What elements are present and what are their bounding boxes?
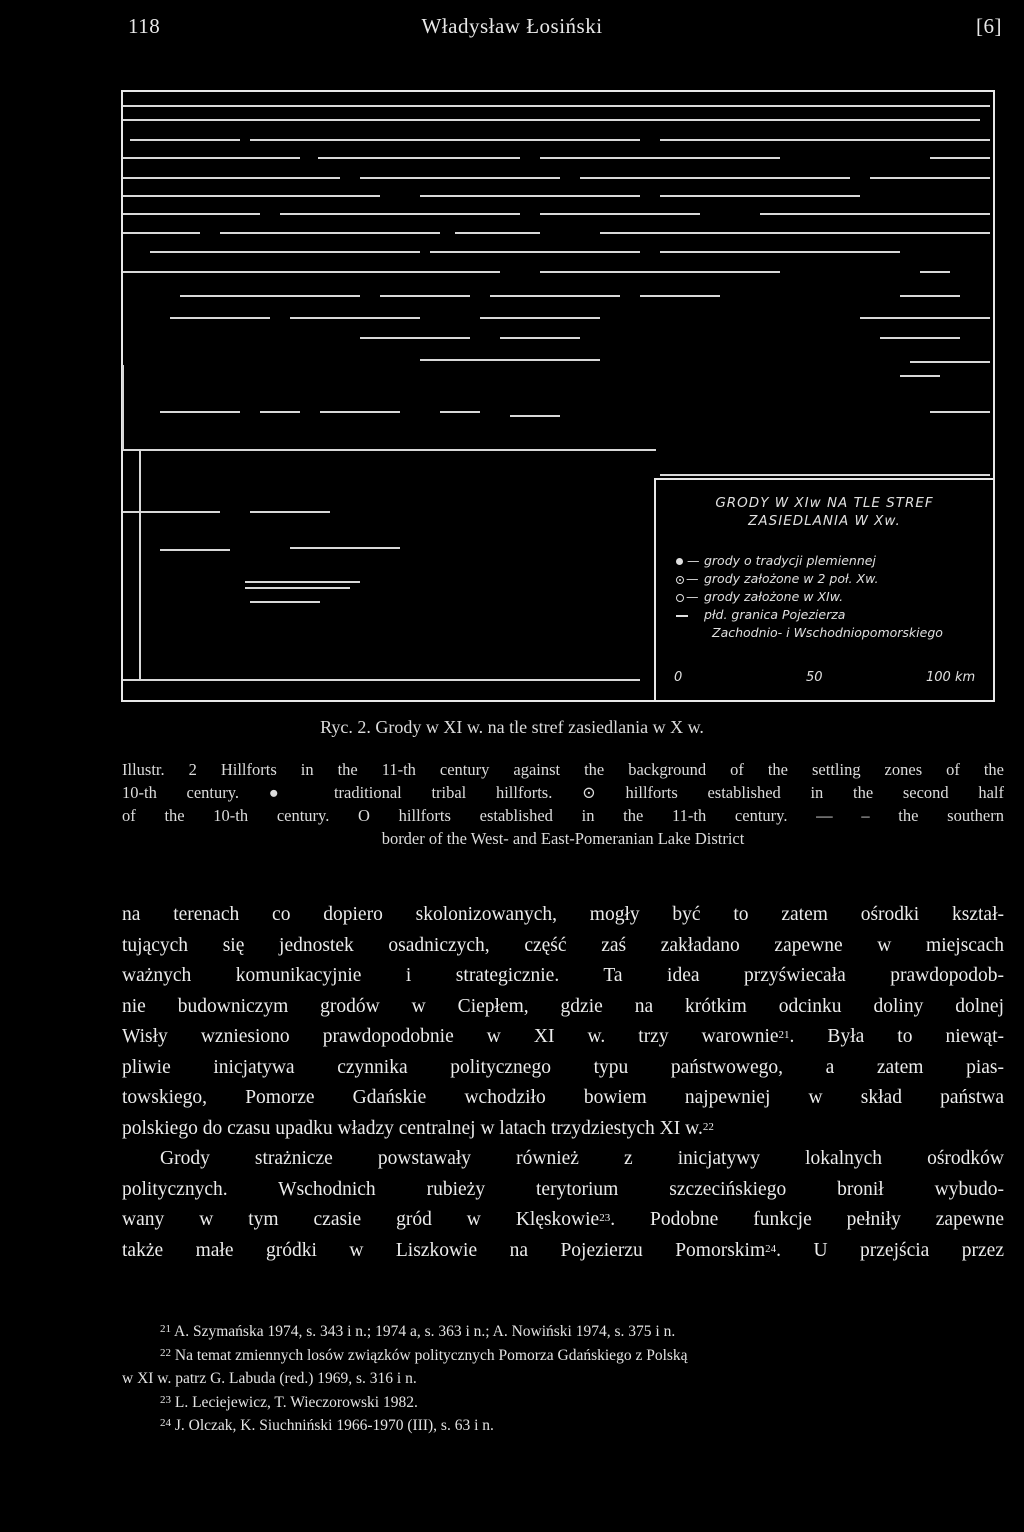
legend-label: płd. granica Pojezierza [703,607,846,622]
caption-line: Illustr. 2 Hillforts in the 11-th century against the background of the settling zones of the [122,760,1004,779]
caption-line: of the 10-th century. O hillforts established in the 11-th century. — – the southern [122,806,1004,825]
footnote-ref-23[interactable]: 23 [599,1212,611,1224]
legend-title-line1: GRODY W XIw NA TLE STREF [715,495,934,511]
legend-item-second-half-10th: — grody założone w 2 poł. Xw. [676,570,993,588]
legend-item-border [676,606,993,624]
body-line: Grody strażnicze powstawały również z inicjatywy lokalnych ośrodków [160,1148,1004,1169]
footnote-22-continuation: w XI w. patrz G. Labuda (red.) 1969, s. 316 i n. [122,1370,417,1387]
caption-line: border of the West- and East-Pomeranian Lake District [381,829,745,848]
dash-line-icon [676,615,688,617]
open-circle-icon [676,594,684,602]
legend-title-line2: ZASIEDLANIA W Xw. [748,513,901,529]
caption-line: 10-th century. ● traditional tribal hillforts. ⊙ hillforts established in the second half [122,783,1004,802]
scale-label-100km: 100 km [926,670,976,685]
body-text [122,900,1004,1266]
body-line: wany w tym czasie gród w Klęskowie$^{23}$. Podobne funkcje pełniły zapewne [122,1209,1004,1230]
footnote-ref-24[interactable]: 24 [765,1242,777,1255]
footnote-23: $^{23}$ L. Leciejewicz, T. Wieczorowski 1982. [160,1393,418,1411]
footnote-22: $^{22}$ Na temat zmiennych losów związków politycznych Pomorza Gdańskiego z Polską [160,1346,688,1364]
legend-item-border-continuation: Zachodnio- i Wschodniopomorskiego [712,625,943,640]
filled-dot-icon [676,558,683,565]
legend-item-11th: — grody założone w XIw. [676,588,993,606]
running-title: Władysław Łosiński [421,14,603,38]
body-line: ważnych komunikacyjnie i strategicznie. Ta idea przyświecała prawdopodob- [122,965,1004,986]
body-line: nie budowniczym grodów w Ciepłem, gdzie na krótkim odcinku doliny dolnej [122,995,1004,1017]
legend-item-tribal: — grody o tradycji plemiennej [676,552,993,570]
scale-label-50: 50 [806,670,823,685]
figure-caption-polish: Ryc. 2. Grody w XI w. na tle stref zasiedlania w X w. [320,717,704,737]
body-line: na terenach co dopiero skolonizowanych, mogły być to zatem ośrodki kształ- [122,904,1004,925]
legend-label: grody założone w 2 poł. Xw. [703,571,879,586]
legend-label: grody o tradycji plemiennej [703,553,876,568]
body-line: Wisły wzniesiono prawdopodobnie w XI w. trzy warownie$^{21}$. Była to niewąt- [122,1026,1004,1047]
body-line: tujących się jednostek osadniczych, część zaś zakładano zapewne w miejscach [122,934,1004,956]
legend-label: grody założone w XIw. [703,589,844,604]
body-line: towskiego, Pomorze Gdańskie wchodziło bowiem najpewniej w skład państwa [122,1087,1004,1108]
page-number: 118 [128,14,161,38]
footnote-ref-22[interactable]: 22 [702,1120,714,1133]
map-legend [654,478,995,702]
body-line: politycznych. Wschodnich rubieży terytorium szczecińskiego bronił wybudo- [122,1178,1004,1200]
footnote-24: $^{24}$ J. Olczak, K. Siuchniński 1966-1970 (III), s. 63 i n. [160,1417,494,1434]
body-line: pliwie inicjatywa czynnika politycznego typu państwowego, a zatem pias- [122,1056,1004,1078]
body-line: także małe gródki w Liszkowie na Pojezierzu Pomorskim$^{24}$. U przejścia przez [122,1239,1004,1261]
footnotes [122,1320,1004,1438]
figure-caption-english [122,758,1004,850]
dotted-circle-icon [676,576,684,584]
section-number: [6] [976,14,1002,38]
scale-label-0: 0 [674,670,683,685]
body-line: polskiego do czasu upadku władzy centralnej w latach trzydziestych XI w.$^{22}$ [122,1117,714,1139]
footnote-21: $^{21}$ A. Szymańska 1974, s. 343 i n.; 1974 a, s. 363 i n.; A. Nowiński 1974, s. 375 i n. [160,1323,676,1340]
footnote-ref-21[interactable]: 21 [778,1029,790,1041]
